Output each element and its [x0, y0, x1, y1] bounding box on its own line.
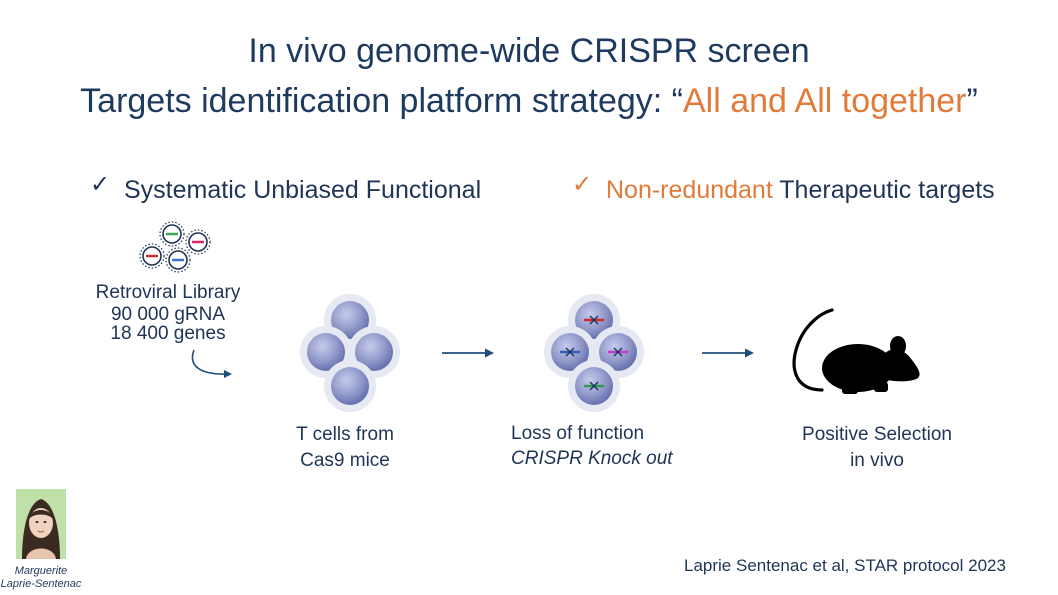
knockout-label-line2: CRISPR Knock out — [511, 448, 673, 469]
bullet-right-text: Therapeutic targets — [772, 176, 995, 204]
knockout-label-line1: Loss of function — [511, 423, 645, 444]
bullet-left: Systematic Unbiased Functional — [124, 176, 482, 204]
author-photo — [16, 489, 66, 559]
selection-label-line2: in vivo — [850, 450, 904, 471]
knockout-cells-cluster-icon — [540, 292, 648, 414]
slide-title-line1: In vivo genome-wide CRISPR screen — [248, 32, 810, 70]
checkmark-icon: ✓ — [90, 171, 111, 198]
citation: Laprie Sentenac et al, STAR protocol 2023 — [684, 556, 1006, 575]
title-line2-prefix: Targets identification platform strategy: “ — [80, 82, 683, 120]
tcells-label-line2: Cas9 mice — [300, 450, 390, 471]
checkmark-icon: ✓ — [572, 171, 593, 198]
library-genes: 18 400 genes — [110, 323, 226, 344]
library-grna: 90 000 gRNA — [110, 304, 226, 325]
bullet-right — [606, 176, 995, 205]
title-line2-suffix: ” — [966, 82, 978, 120]
mouse-icon — [788, 306, 928, 398]
title-highlight: All and All together — [682, 82, 967, 120]
arrow-right-icon — [700, 346, 756, 360]
tcells-label-line1: T cells from — [296, 424, 394, 445]
library-title: Retroviral Library — [95, 282, 241, 303]
slide-title-line2 — [0, 82, 1058, 121]
author-first-name: Marguerite — [14, 565, 68, 577]
t-cells-cluster-icon — [296, 292, 404, 414]
selection-label-line1: Positive Selection — [802, 424, 952, 445]
author-last-name: Laprie-Sentenac — [0, 578, 82, 590]
bullet-right-highlight: Non-redundant — [606, 176, 773, 204]
curved-arrow-icon — [186, 348, 238, 382]
arrow-right-icon — [440, 346, 496, 360]
virus-library-icon — [138, 220, 214, 274]
